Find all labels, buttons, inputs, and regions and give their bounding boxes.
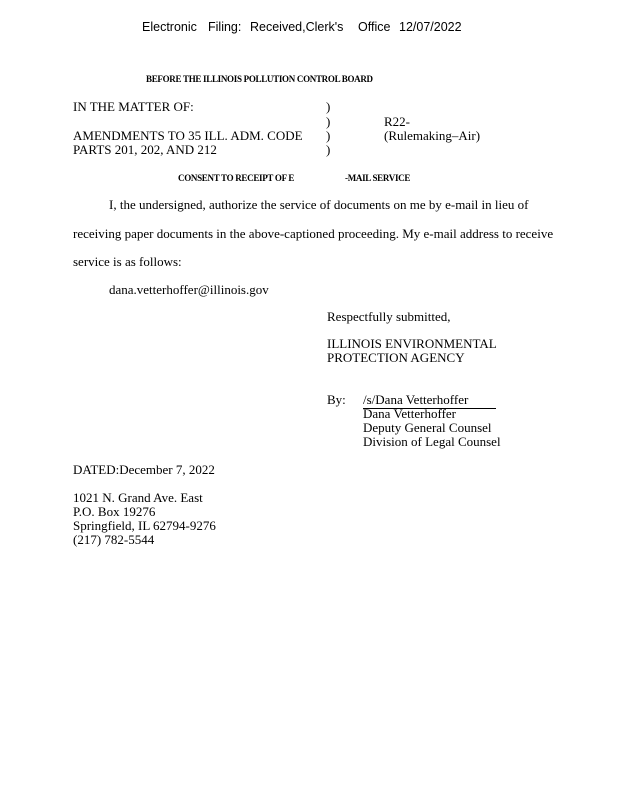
dated-line: DATED:December 7, 2022 — [73, 462, 215, 477]
signer-title: Deputy General Counsel — [363, 420, 492, 435]
caption-docket-type: (Rulemaking–Air) — [384, 128, 481, 143]
email-address: dana.vetterhoffer@illinois.gov — [109, 282, 269, 297]
signer-name: Dana Vetterhoffer — [363, 406, 457, 421]
board-heading: BEFORE THE ILLINOIS POLLUTION CONTROL BOARD — [146, 74, 373, 84]
consent-title-part2: -MAIL SERVICE — [345, 173, 411, 183]
address-po-box: P.O. Box 19276 — [73, 504, 156, 519]
closing: Respectfully submitted, — [327, 309, 451, 324]
filing-stamp-label-electronic: Electronic — [142, 20, 197, 34]
agency-line-2: PROTECTION AGENCY — [327, 350, 465, 365]
caption-matter: IN THE MATTER OF: — [73, 99, 194, 114]
caption-paren-1: ) — [326, 99, 331, 114]
filing-stamp-label-office: Office — [358, 20, 391, 34]
body-line-2: receiving paper documents in the above-captioned proceeding. My e-mail address to receive — [73, 226, 554, 241]
address-street: 1021 N. Grand Ave. East — [73, 490, 203, 505]
electronic-signature: /s/Dana Vetterhoffer — [363, 392, 496, 409]
body-line-1: I, the undersigned, authorize the service of documents on me by e-mail in lieu of — [109, 197, 529, 212]
caption-paren-3: ) — [326, 128, 331, 143]
caption-docket-number: R22- — [384, 114, 410, 129]
filing-stamp-label-filing: Filing: — [208, 20, 242, 34]
filing-stamp-date: 12/07/2022 — [399, 20, 462, 34]
address-phone: (217) 782-5544 — [73, 532, 155, 547]
address-city: Springfield, IL 62794-9276 — [73, 518, 216, 533]
body-line-3: service is as follows: — [73, 254, 182, 269]
by-label: By: — [327, 392, 346, 407]
signer-division: Division of Legal Counsel — [363, 434, 501, 449]
caption-paren-2: ) — [326, 114, 331, 129]
filing-stamp-label-received: Received,Clerk's — [250, 20, 344, 34]
caption-paren-4: ) — [326, 142, 331, 157]
caption-amendments-line2: PARTS 201, 202, AND 212 — [73, 142, 217, 157]
consent-title-part1: CONSENT TO RECEIPT OF E — [178, 173, 295, 183]
caption-amendments-line1: AMENDMENTS TO 35 ILL. ADM. CODE — [73, 128, 303, 143]
agency-line-1: ILLINOIS ENVIRONMENTAL — [327, 336, 497, 351]
